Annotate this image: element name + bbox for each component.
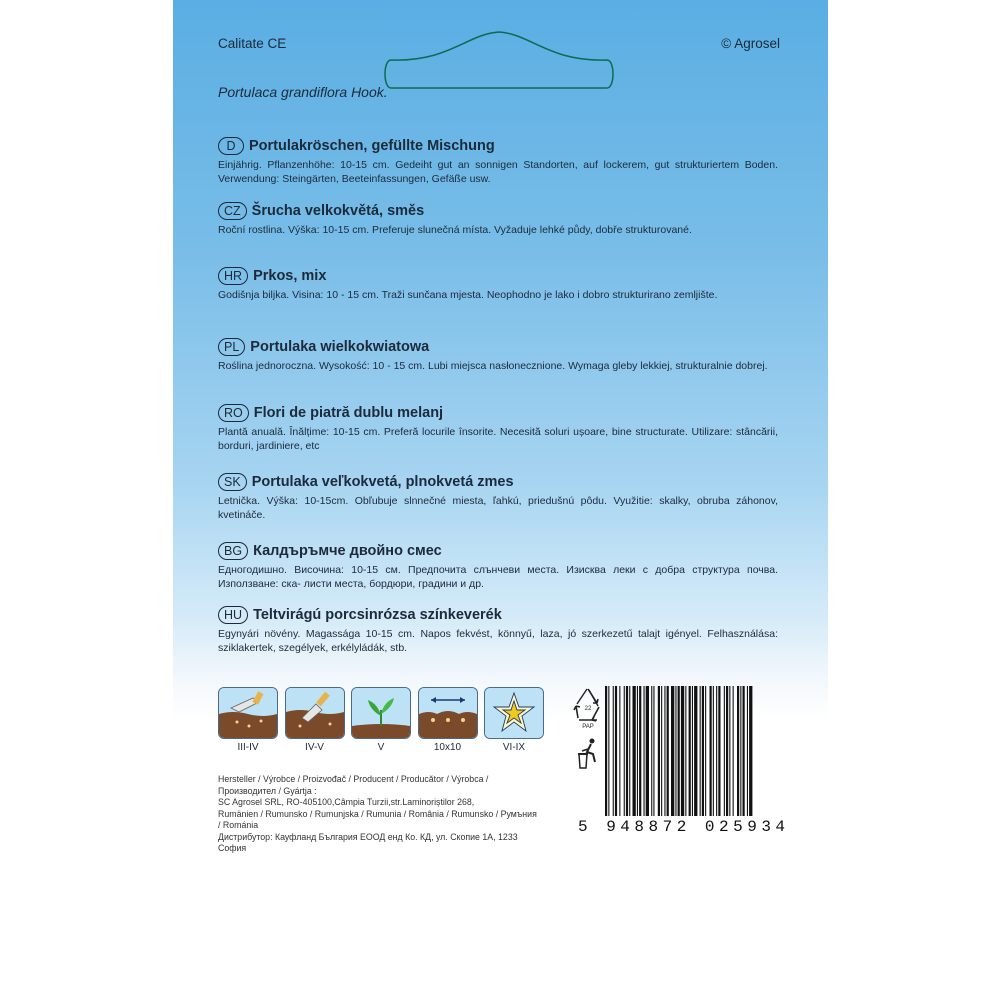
barcode-bar <box>747 686 748 816</box>
barcode-bar <box>624 686 625 816</box>
flowering-icon <box>485 688 543 738</box>
barcode-bar <box>671 686 674 816</box>
barcode-bar <box>646 686 649 816</box>
language-title: Prkos, mix <box>253 268 327 284</box>
language-title: Portulakröschen, gefüllte Mischung <box>249 138 495 154</box>
barcode-bar <box>626 686 628 816</box>
indoor-sowing: III-IV <box>218 687 278 753</box>
barcode-bar <box>637 686 638 816</box>
language-code: PL <box>218 338 245 356</box>
outdoor-sowing: IV-V <box>285 687 345 753</box>
language-description: Едногодишно. Височина: 10-15 см. Предпочита слънчеви места. Изисква леки с добра структура почва. Използване: ска- листи места, бордюри, градини и др. <box>218 564 778 590</box>
language-title: Flori de piatră dublu melanj <box>253 405 444 421</box>
tidyman-bin-icon <box>577 738 601 772</box>
language-description: Letnička. Výška: 10-15cm. Obľubuje slnnečné miesta, ľahkú, priedušnú pôdu. Využitie: skalky, obruba záhonov, kvetináče. <box>218 495 778 521</box>
language-section-bg <box>218 540 778 591</box>
language-section-ro <box>218 402 778 453</box>
barcode-bar <box>689 686 691 816</box>
barcode-bar <box>726 686 728 816</box>
flowering: VI-IX <box>484 687 544 753</box>
barcode-bar <box>749 686 752 816</box>
quality-mark: Calitate CE <box>218 36 287 51</box>
barcode-bar <box>737 686 739 816</box>
language-code: HU <box>218 606 248 624</box>
indoor-sowing-icon <box>219 688 277 738</box>
seedling: V <box>351 687 411 753</box>
barcode-bar <box>651 686 652 816</box>
barcode-bar <box>619 686 620 816</box>
language-section-hu <box>218 604 778 655</box>
language-title: Teltvirágú porcsinrózsa színkeverék <box>253 607 502 623</box>
barcode-bar <box>615 686 617 816</box>
barcode-bar <box>667 686 669 816</box>
barcode-bar <box>740 686 741 816</box>
language-description: Godišnja biljka. Visina: 10 - 15 cm. Traži sunčana mjesta. Neophodno je lako i dobro strukturirano zemljište. <box>218 289 718 301</box>
language-description: Roślina jednoroczna. Wysokość: 10 - 15 cm. Lubi miejsca nasłonecznione. Wymaga gleby lekkiej, strukturalnie dobrej. <box>218 360 768 372</box>
barcode-bar <box>605 686 607 816</box>
barcode-bar <box>678 686 680 816</box>
barcode-bar <box>639 686 641 816</box>
barcode-digits: 5 948872 025934 <box>578 818 790 836</box>
barcode-bar <box>675 686 676 816</box>
barcode-bar <box>644 686 645 816</box>
language-code: SK <box>218 473 247 491</box>
language-code: CZ <box>218 202 247 220</box>
barcode-bar <box>716 686 717 816</box>
language-code: BG <box>218 542 248 560</box>
barcode-bar <box>713 686 714 816</box>
language-title: Portulaka wielkokwiatowa <box>250 339 430 355</box>
barcode-bar <box>664 686 665 816</box>
language-description: Einjährig. Pflanzenhöhe: 10-15 cm. Gedeiht gut an sonnigen Standorten, auf lockerem, gut strukturiertem Boden. Verwendung: Steingärten, Beeteinfassungen, Gefäße usw. <box>218 159 778 185</box>
language-description: Plantă anuală. Înălțime: 10-15 cm. Preferă locurile însorite. Necesită soluri ușoare, bine structurate. Utilizare: stâncării, borduri, jardiniere, etc <box>218 426 778 452</box>
barcode-bar <box>613 686 614 816</box>
barcode-bar <box>681 686 684 816</box>
barcode-bar <box>692 686 693 816</box>
barcode-bar <box>700 686 701 816</box>
manufacturer-info: Hersteller / Výrobce / Proizvođač / Producent / Producător / Výrobca / Производител / Gyártja : SC Agrosel SRL, RO-405100,Câmpia Turzii,str.Laminoriștilor 268, Rumänien / Rumunsko / Rumunjska / Rumunia / România / Rumunsko / Румъния / Románia Дистрибутор: Кауфланд България ЕООД енд Ко. КД, ул. Скопие 1А, 1233 София <box>218 774 537 853</box>
language-title: Portulaka veľkokvetá, plnokvetá zmes <box>251 474 514 490</box>
barcode-bar <box>724 686 725 816</box>
barcode-bar <box>633 686 636 816</box>
language-title: Калдъръмче двойно смес <box>253 543 442 559</box>
barcode-bar <box>658 686 660 816</box>
barcode-bar <box>729 686 730 816</box>
language-code: RO <box>218 404 249 422</box>
recycling-icon <box>573 686 603 730</box>
language-section-hr <box>218 265 778 303</box>
hang-hole-outline <box>379 30 619 92</box>
language-section-pl <box>218 336 778 374</box>
barcode-bar <box>702 686 704 816</box>
language-section-d <box>218 135 778 186</box>
barcode-bar <box>718 686 720 816</box>
barcode-bar <box>661 686 662 816</box>
language-section-sk <box>218 471 778 522</box>
barcode-bar <box>694 686 697 816</box>
language-section-cz <box>218 200 778 238</box>
barcode-bar <box>733 686 734 816</box>
barcode-bar <box>705 686 706 816</box>
barcode-bar <box>608 686 609 816</box>
language-description: Egynyári növény. Magassága 10-15 cm. Napos fekvést, könnyű, laza, jó szerkezetű talajt igényel. Felhasználása: sziklakertek, szegélyek, erkélyládák, stb. <box>218 628 778 654</box>
language-title: Šrucha velkokvětá, směs <box>251 203 425 219</box>
svg-text:PAP: PAP <box>582 724 594 730</box>
language-code: D <box>218 137 244 155</box>
outdoor-sowing-icon <box>286 688 344 738</box>
seed-packet-back <box>173 0 828 1000</box>
barcode-bar <box>629 686 630 816</box>
barcode-bar <box>710 686 712 816</box>
sowing-calendar <box>218 687 551 753</box>
barcode <box>605 686 798 816</box>
language-code: HR <box>218 267 248 285</box>
seedling-icon <box>352 688 410 738</box>
latin-name: Portulaca grandiflora Hook. <box>218 84 388 100</box>
barcode-bar <box>685 686 686 816</box>
spacing: 10x10 <box>418 687 478 753</box>
language-description: Roční rostlina. Výška: 10-15 cm. Preferuje slunečná místa. Vyžaduje lehké půdy, dobře strukturované. <box>218 224 692 236</box>
copyright: © Agrosel <box>721 36 780 51</box>
svg-text:22: 22 <box>584 706 592 712</box>
barcode-bar <box>653 686 654 816</box>
spacing-icon <box>419 688 477 738</box>
barcode-bar <box>743 686 745 816</box>
